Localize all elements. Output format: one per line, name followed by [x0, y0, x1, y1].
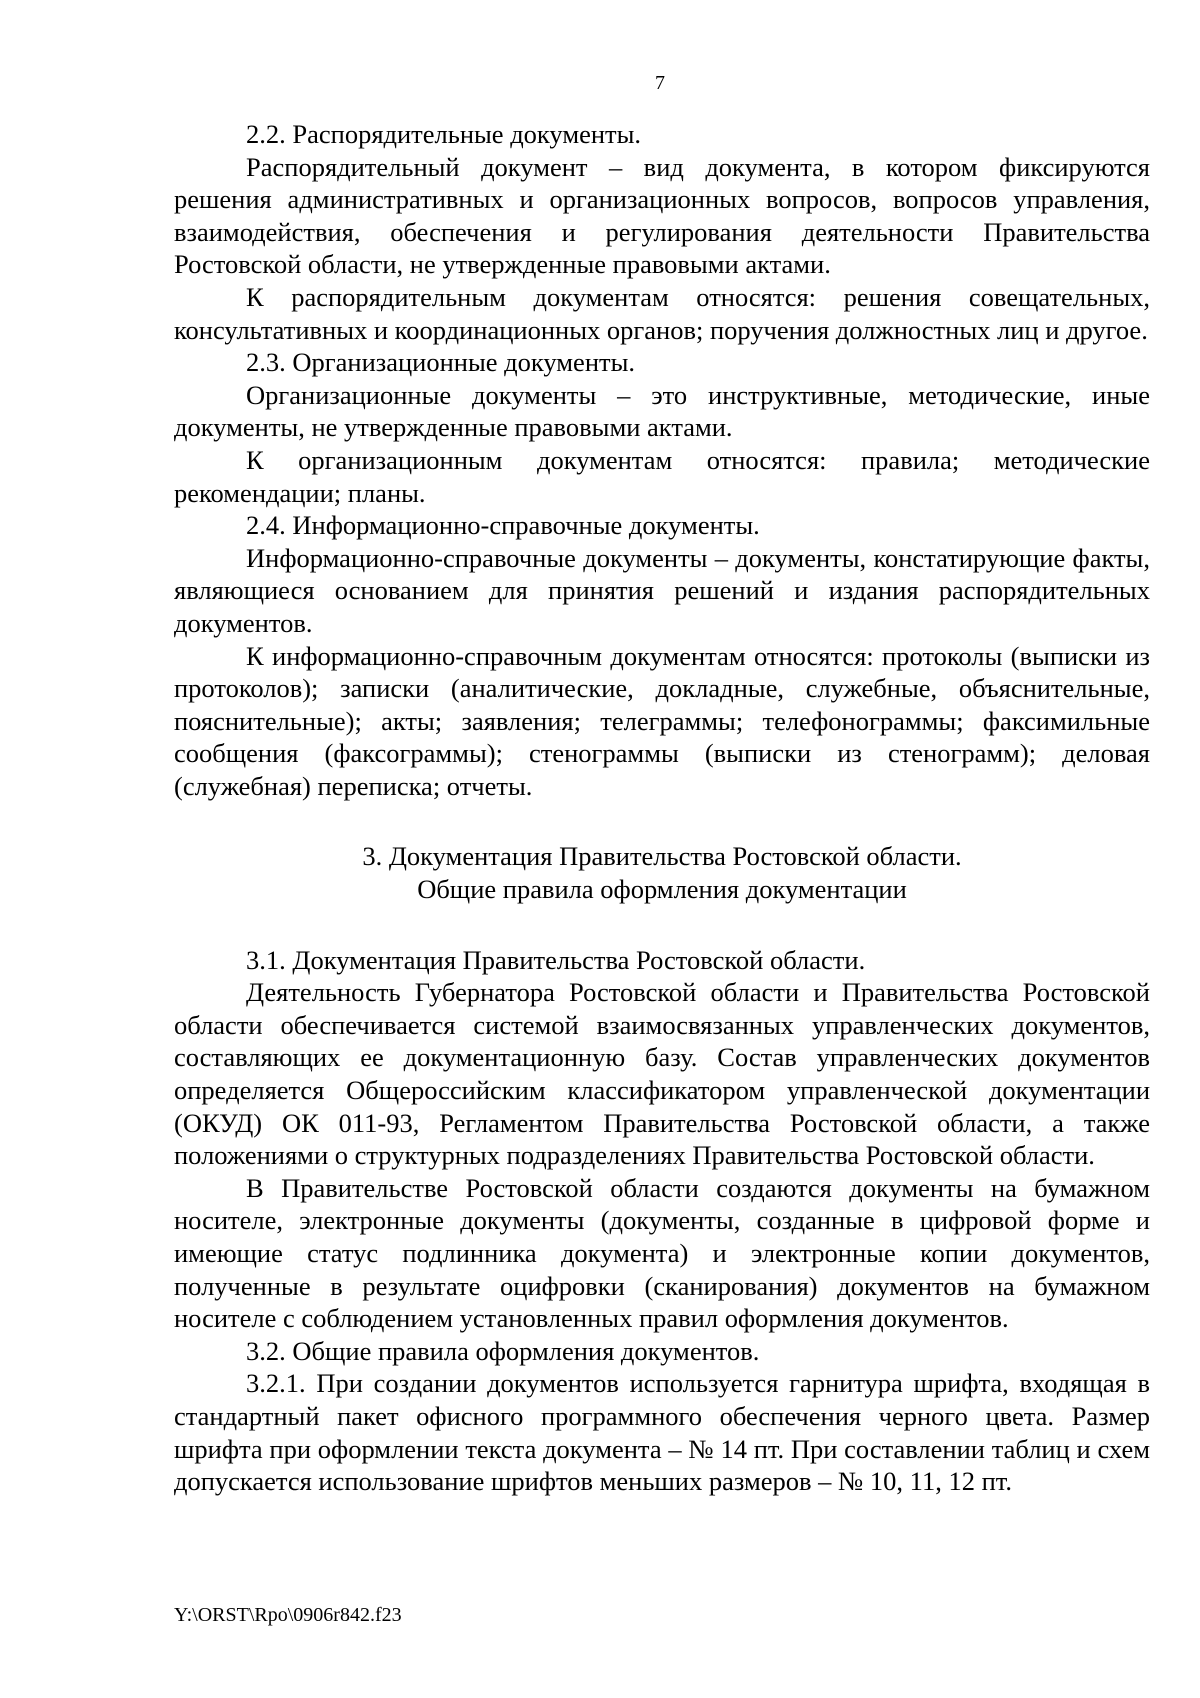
paragraph: 2.3. Организационные документы. — [246, 347, 636, 378]
section-heading-line-2: Общие правила оформления документации — [417, 874, 907, 905]
paragraph: К информационно-справочным документам относятся: протоколы (выписки из протоколов); записки (аналитические, докладные, служебные, объяснительные, пояснительные); акты; заявления; телеграммы; телефонограммы; факсимильные сообщения (факсограммы); стенограммы (выписки из стенограмм); деловая (служебная) переписка; отчеты. — [174, 640, 1150, 801]
page-number: 7 — [655, 72, 665, 94]
paragraph: 2.2. Распорядительные документы. — [246, 119, 642, 149]
paragraph: 3.2.1. При создании документов используется гарнитура шрифта, входящая в стандартный пакет офисного программного обеспечения черного цвета. Размер шрифта при оформлении текста документа – № 14 пт. При составлении таблиц и схем допускается использование шрифтов меньших размеров – № 10, 11, 12 пт. — [174, 1368, 1150, 1497]
section-heading-line-1: 3. Документация Правительства Ростовской области. — [362, 841, 962, 872]
paragraph: Распорядительный документ – вид документа, в котором фиксируются решения административных и организационных вопросов, вопросов управления, взаимодействия, обеспечения и регулирования деятельности Правительства Ростовской области, не утвержденные правовыми актами. — [174, 151, 1150, 280]
paragraph: В Правительстве Ростовской области создаются документы на бумажном носителе, электронные документы (документы, созданные в цифровой форме и имеющие статус подлинника документа) и электронные копии документов, полученные в результате оцифровки (сканирования) документов на бумажном носителе с соблюдением установленных правил оформления документов. — [174, 1172, 1150, 1334]
footer-file-path: Y:\ORST\Rpo\0906r842.f23 — [174, 1604, 402, 1626]
paragraph: Информационно-справочные документы – документы, констатирующие факты, являющиеся основанием для принятия решений и издания распорядительных документов. — [174, 542, 1150, 638]
document-body — [174, 118, 1150, 1498]
section-heading — [174, 840, 1150, 905]
paragraph: 2.4. Информационно-справочные документы. — [246, 510, 760, 541]
paragraph: К организационным документам относятся: правила; методические рекомендации; планы. — [174, 444, 1150, 508]
paragraph: Деятельность Губернатора Ростовской области и Правительства Ростовской области обеспечивается системой взаимосвязанных управленческих документов, составляющих ее документационную базу. Состав управленческих документов определяется Общероссийским классификатором управленческой документации (ОКУД) ОК 011-93, Регламентом Правительства Ростовской области, а также положениями о структурных подразделениях Правительства Ростовской области. — [174, 977, 1150, 1171]
paragraph: К распорядительным документам относятся: решения совещательных, консультативных и координационных органов; поручения должностных лиц и другое. — [174, 281, 1150, 345]
paragraph: Организационные документы – это инструктивные, методические, иные документы, не утвержденные правовыми актами. — [174, 379, 1150, 443]
paragraph: 3.1. Документация Правительства Ростовской области. — [246, 944, 866, 975]
paragraph: 3.2. Общие правила оформления документов. — [246, 1335, 760, 1366]
